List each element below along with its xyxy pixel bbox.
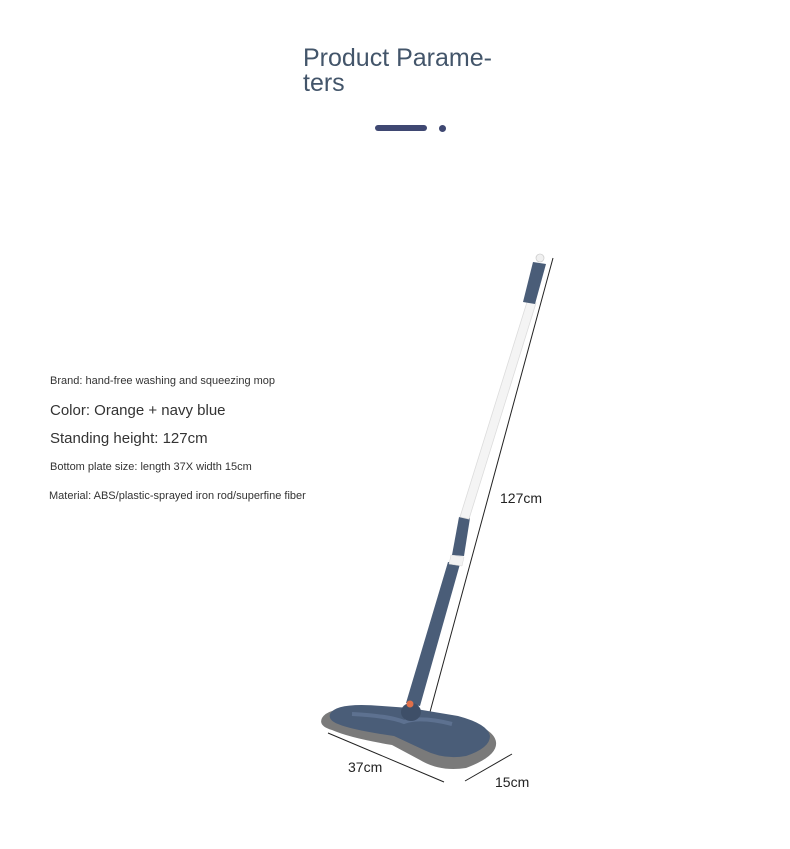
spec-brand: Brand: hand-free washing and squeezing mop [50,375,276,387]
length-dimension-label: 37cm [348,759,383,775]
page-title-line1: Product Parame- [303,44,492,72]
spec-plate-size: Bottom plate size: length 37X width 15cm [50,461,252,473]
width-dimension-label: 15cm [495,774,530,790]
page-title-line2: ters [303,69,345,97]
height-dimension-label: 127cm [500,490,543,506]
height-dimension-line [430,258,553,712]
mop-top-cap [536,254,544,262]
mop-handle-connector [449,555,464,566]
spec-color: Color: Orange + navy blue [50,402,226,419]
mop-handle-collar [452,517,470,556]
mop-upper-pole [460,302,536,519]
orange-indicator-icon [407,701,414,708]
spec-height: Standing height: 127cm [50,430,208,447]
mop-lower-handle [406,562,460,706]
spec-material: Material: ABS/plastic-sprayed iron rod/superfine fiber [49,490,306,502]
